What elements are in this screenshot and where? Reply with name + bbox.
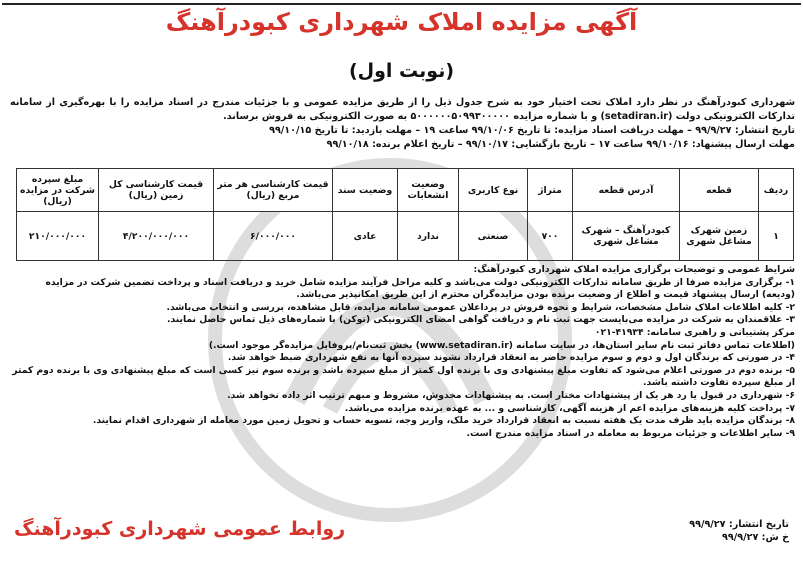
intro-line: شهرداری کبودرآهنگ در نظر دارد املاک تحت اختیار خود به شرح جدول ذیل را از طریق مزایده عمومی و با جزئیات مندرج در اسناد مزایده را با بهره‌گیری از سامانه تدارکات الکترونیکی دولت (setadiran.ir) و با شماره مزایده ۵۰۰۰۰۰۰۵۰۹۹۳۰۰۰۰۰ به صورت الکترونیکی به فروش برساند. [10, 97, 795, 122]
condition-item: ۹- سایر اطلاعات و جزئیات مربوط به معامله در اسناد مزایده مندرج است. [466, 427, 795, 439]
col-total-price: قیمت کارشناسی کل زمین (ریال) [99, 169, 214, 212]
col-row-number: ردیف [759, 169, 794, 212]
conditions-heading: شرایط عمومی و توضیحات برگزاری مزایده املاک شهرداری کبودرآهنگ: [473, 264, 795, 275]
table-header-row [17, 169, 794, 212]
col-price-per-meter: قیمت کارشناسی هر متر مربع (ریال) [214, 169, 333, 212]
condition-item: ۴- در صورتی که برندگان اول و دوم و سوم مزایده حاضر به انعقاد قرارداد نشوند سپرده آنها به نفع شهرداری ضبط خواهد شد. [227, 352, 795, 364]
condition-item: ۳- علاقمندان به شرکت در مزایده می‌بایست جهت ثبت نام و دریافت گواهی امضای الکترونیکی (توکن) با شماره‌های ذیل تماس حاصل نمایند. [166, 314, 795, 326]
notice-round: (نوبت اول) [348, 60, 455, 82]
cell-deposit: ۲۱۰/۰۰۰/۰۰۰ [17, 212, 99, 261]
publish-date-row [689, 518, 789, 531]
col-deed: وضعیت سند [333, 169, 398, 212]
condition-item: ۷- پرداخت کلیه هزینه‌های مزایده اعم از هزینه آگهی، کارشناسی و ... به عهده برنده مزایده می‌باشد. [344, 402, 795, 414]
col-usage: نوع کاربری [459, 169, 528, 212]
cell-parcel: زمین شهرک مشاغل شهری [680, 212, 759, 261]
kh-value: ۹۹/۹/۲۷ [722, 532, 759, 543]
kh-row [689, 531, 789, 544]
cell-total-price: ۴/۲۰۰/۰۰۰/۰۰۰ [99, 212, 214, 261]
intro-paragraph [10, 96, 795, 152]
cell-area: ۷۰۰ [528, 212, 573, 261]
kh-label: خ ش: [761, 532, 789, 543]
cell-price-per-meter: ۶/۰۰۰/۰۰۰ [214, 212, 333, 261]
publish-date-label: تاریخ انتشار: [728, 519, 789, 530]
support-center-line: مرکز پشتیبانی و راهبری سامانه: ۴۱۹۳۴-۰۲۱ [594, 326, 795, 338]
cell-utilities: ندارد [398, 212, 459, 261]
publish-date-value: ۹۹/۹/۲۷ [689, 519, 726, 530]
condition-item: ۲- کلیه اطلاعات املاک شامل مشخصات، شرایط و نحوه فروش در پرداعلان عمومی سامانه مزایده، قابل مشاهده، بررسی و انتخاب می‌باشد. [166, 301, 795, 313]
cell-deed: عادی [333, 212, 398, 261]
col-area: متراژ [528, 169, 573, 212]
cell-usage: صنعتی [459, 212, 528, 261]
public-relations-signature: روابط عمومی شهرداری کبودرآهنگ [14, 518, 346, 540]
condition-item: ۸- برندگان مزایده باید ظرف مدت یک هفته نسبت به انعقاد قرارداد خرید ملک، واریز وجه، تسویه حساب و تحویل زمین مورد معامله از شهرداری اقدام نمایند. [92, 415, 795, 427]
table-row [17, 212, 794, 261]
cell-row-number: ۱ [759, 212, 794, 261]
col-address: آدرس قطعه [573, 169, 680, 212]
col-parcel: قطعه [680, 169, 759, 212]
intro-line: تاریخ انتشار: ۹۹/۹/۲۷ – مهلت دریافت اسناد مزایده: تا تاریخ ۹۹/۱۰/۰۶ ساعت ۱۹ – مهلت بازدید: تا تاریخ ۹۹/۱۰/۱۵ [269, 125, 795, 136]
condition-item: ۱- برگزاری مزایده صرفا از طریق سامانه تدارکات الکترونیکی دولت می‌باشد و کلیه مراحل فرآیند مزایده شامل خرید و دریافت اسناد و پرداخت تضمین شرکت در مزایده (ودیعه) ارسال پیشنهاد قیمت و اطلاع از وضعیت برنده بودن مزایده‌گران محترم از این طریق امکانپذیر می‌باشد. [45, 276, 795, 301]
col-utilities: وضعیت انشعابات [398, 169, 459, 212]
condition-item: ۵- برنده دوم در صورتی اعلام می‌شود که تفاوت مبلغ پیشنهادی وی با برنده اول کمتر از مبلغ سپرده باشد و برنده سوم نیز کسی است که مبلغ پیشنهادی وی با برنده دوم کمتر از مبلغ سپرده تفاوت داشته باشد. [12, 364, 795, 389]
condition-item: ۶- شهرداری در قبول یا رد هر یک از پیشنهادات مختار است. به پیشنهادات مخدوش، مشروط و مبهم ترتیب اثر داده نخواهد شد. [227, 389, 795, 401]
publication-info [689, 518, 789, 544]
intro-line: مهلت ارسال پیشنهاد: ۹۹/۱۰/۱۶ ساعت ۱۷ – تاریخ بازگشایی: ۹۹/۱۰/۱۷ – تاریخ اعلام برنده: ۹۹/۱۰/۱۸ [326, 139, 795, 150]
auction-table [16, 168, 794, 261]
conditions-section [10, 264, 795, 440]
top-border-line [2, 3, 801, 5]
col-deposit: مبلغ سپرده شرکت در مزایده (ریال) [17, 169, 99, 212]
contact-info-line: (اطلاعات تماس دفاتر ثبت نام سایر استان‌ها، در سایت سامانه (www.setadiran.ir) بخش ثبت‌نام/پروفایل مزایده‌گر موجود است.) [208, 339, 795, 351]
cell-address: کبودرآهنگ – شهرک مشاغل شهری [573, 212, 680, 261]
notice-title: آگهی مزایده املاک شهرداری کبودرآهنگ [165, 8, 638, 36]
